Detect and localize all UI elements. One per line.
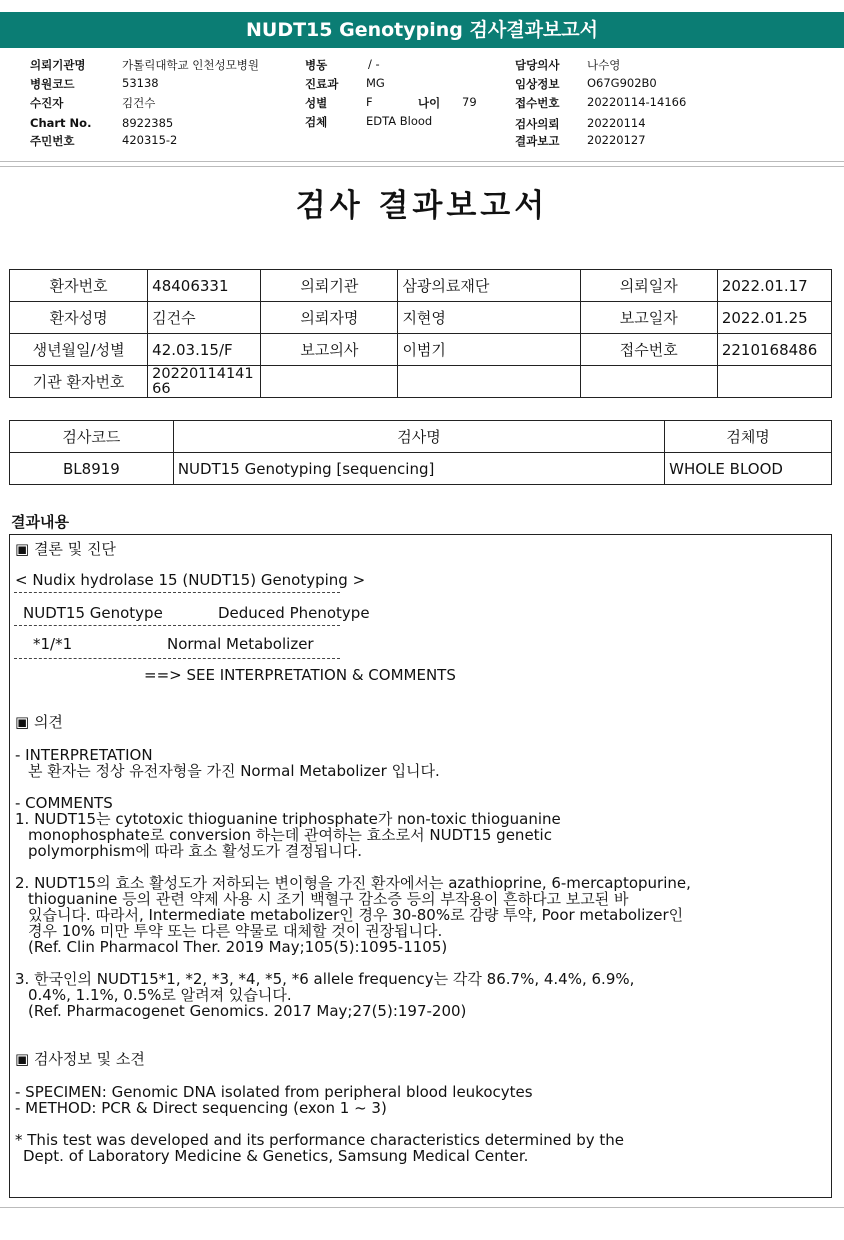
dashed-divider bbox=[14, 625, 340, 626]
comment-line: 있습니다. 따라서, Intermediate metabolizer인 경우 30-80%로 감량 투약, Poor metabolizer인 bbox=[28, 906, 684, 924]
info-value: 8922385 bbox=[122, 116, 174, 130]
comment-line: 2. NUDT15의 효소 활성도가 저하되는 변이형을 가진 환자에서는 azathioprine, 6-mercaptopurine, bbox=[15, 874, 691, 892]
comment-line: thioguanine 등의 관련 약제 사용 시 조기 백혈구 감소증 등의 부작용이 흔하다고 보고된 바 bbox=[28, 890, 629, 908]
table-header-cell: 접수번호 bbox=[580, 334, 717, 366]
table-row bbox=[10, 366, 832, 398]
table-header-cell: 의뢰자명 bbox=[261, 302, 398, 334]
table-cell: 2210168486 bbox=[717, 334, 831, 366]
table-header-cell: 의뢰기관 bbox=[261, 270, 398, 302]
info-value: 20220114-14166 bbox=[587, 95, 687, 109]
info-value: F bbox=[366, 95, 373, 109]
table-header-cell: 환자번호 bbox=[10, 270, 148, 302]
dashed-divider bbox=[14, 658, 340, 659]
test-table bbox=[9, 420, 832, 485]
patient-info-block bbox=[0, 50, 844, 160]
table-row bbox=[10, 302, 832, 334]
info-value: 나수영 bbox=[587, 58, 621, 72]
section-heading: ▣ 의견 bbox=[15, 713, 63, 731]
table-cell: 2022.01.17 bbox=[717, 270, 831, 302]
info-label: 수진자 bbox=[30, 96, 64, 110]
divider bbox=[0, 161, 844, 162]
dashed-divider bbox=[14, 592, 340, 593]
table-row bbox=[10, 421, 832, 453]
info-label: 병원코드 bbox=[30, 77, 75, 91]
table-cell bbox=[717, 366, 831, 398]
table-cell: NUDT15 Genotyping [sequencing] bbox=[173, 453, 664, 485]
info-label: 검체 bbox=[305, 115, 328, 129]
info-label: 진료과 bbox=[305, 77, 339, 91]
table-cell: WHOLE BLOOD bbox=[665, 453, 832, 485]
info-label: 병동 bbox=[305, 58, 328, 72]
comment-line: 0.4%, 1.1%, 0.5%로 알려져 있습니다. bbox=[28, 986, 292, 1004]
divider bbox=[0, 166, 844, 167]
genotype-column-header: NUDT15 Genotype bbox=[23, 604, 163, 622]
info-value: EDTA Blood bbox=[366, 114, 433, 128]
age-value: 79 bbox=[462, 95, 477, 109]
table-cell: 2022011414166 bbox=[148, 366, 261, 398]
table-cell: 김건수 bbox=[148, 302, 261, 334]
table-cell: 48406331 bbox=[148, 270, 261, 302]
info-value: 20220127 bbox=[587, 133, 646, 147]
genotype-value: *1/*1 bbox=[33, 635, 73, 653]
comment-line: 1. NUDT15는 cytotoxic thioguanine triphosphate가 non-toxic thioguanine bbox=[15, 810, 561, 828]
info-label: 의뢰기관명 bbox=[30, 58, 86, 72]
specimen-text: - SPECIMEN: Genomic DNA isolated from peripheral blood leukocytes bbox=[15, 1083, 533, 1101]
info-value: O67G902B0 bbox=[587, 76, 657, 90]
comment-reference: (Ref. Pharmacogenet Genomics. 2017 May;27(5):197-200) bbox=[28, 1002, 467, 1020]
info-value: MG bbox=[366, 76, 385, 90]
comment-line: 3. 한국인의 NUDT15*1, *2, *3, *4, *5, *6 allele frequency는 각각 86.7%, 4.4%, 6.9%, bbox=[15, 970, 635, 988]
table-cell bbox=[261, 366, 398, 398]
section-heading: ▣ 결론 및 진단 bbox=[15, 540, 116, 558]
section-heading: ▣ 검사정보 및 소견 bbox=[15, 1050, 145, 1068]
table-header-cell: 검사명 bbox=[173, 421, 664, 453]
info-label: 결과보고 bbox=[515, 134, 560, 148]
age-label: 나이 bbox=[418, 96, 441, 110]
comment-line: polymorphism에 따라 효소 활성도가 결정됩니다. bbox=[28, 842, 363, 860]
table-row bbox=[10, 334, 832, 366]
patient-table bbox=[9, 269, 832, 398]
info-label: 검사의뢰 bbox=[515, 117, 560, 131]
results-box bbox=[9, 534, 832, 1198]
comment-reference: (Ref. Clin Pharmacol Ther. 2019 May;105(5):1095-1105) bbox=[28, 938, 448, 956]
report-title: 검사 결과보고서 bbox=[295, 188, 549, 224]
comment-line: 경우 10% 미만 투약 또는 다른 약물로 대체할 것이 권장됩니다. bbox=[28, 922, 443, 940]
see-comments-note: ==> SEE INTERPRETATION & COMMENTS bbox=[144, 666, 456, 684]
table-cell: BL8919 bbox=[10, 453, 174, 485]
table-row bbox=[10, 453, 832, 485]
table-cell: 42.03.15/F bbox=[148, 334, 261, 366]
table-header-cell: 보고의사 bbox=[261, 334, 398, 366]
table-cell: 지현영 bbox=[398, 302, 580, 334]
table-row bbox=[10, 270, 832, 302]
info-label: 임상정보 bbox=[515, 77, 560, 91]
table-header-cell: 의뢰일자 bbox=[580, 270, 717, 302]
table-cell: 삼광의료재단 bbox=[398, 270, 580, 302]
divider bbox=[0, 1207, 844, 1208]
interpretation-heading: - INTERPRETATION bbox=[15, 746, 153, 764]
table-header-cell: 검사코드 bbox=[10, 421, 174, 453]
info-label: 성별 bbox=[305, 96, 328, 110]
table-cell: 이범기 bbox=[398, 334, 580, 366]
report-header-title: NUDT15 Genotyping 검사결과보고서 bbox=[0, 12, 844, 48]
table-header-cell: 기관 환자번호 bbox=[10, 366, 148, 398]
table-cell: 2022.01.25 bbox=[717, 302, 831, 334]
footnote-line: Dept. of Laboratory Medicine & Genetics, Samsung Medical Center. bbox=[23, 1147, 529, 1165]
method-text: - METHOD: PCR & Direct sequencing (exon 1 ~ 3) bbox=[15, 1099, 387, 1117]
info-value: / - bbox=[368, 57, 380, 71]
table-header-cell: 검체명 bbox=[665, 421, 832, 453]
info-value: 김건수 bbox=[122, 96, 156, 110]
table-cell bbox=[580, 366, 717, 398]
comments-heading: - COMMENTS bbox=[15, 794, 113, 812]
table-header-cell: 보고일자 bbox=[580, 302, 717, 334]
genotype-title: < Nudix hydrolase 15 (NUDT15) Genotyping > bbox=[15, 571, 366, 589]
phenotype-column-header: Deduced Phenotype bbox=[218, 604, 370, 622]
comment-line: monophosphate로 conversion 하는데 관여하는 효소로서 NUDT15 genetic bbox=[28, 826, 552, 844]
table-header-cell: 생년월일/성별 bbox=[10, 334, 148, 366]
info-value: 가톨릭대학교 인천성모병원 bbox=[122, 58, 259, 72]
info-value: 53138 bbox=[122, 76, 159, 90]
info-label: 주민번호 bbox=[30, 134, 75, 148]
info-value: 20220114 bbox=[587, 116, 646, 130]
info-label: 담당의사 bbox=[515, 58, 560, 72]
table-cell bbox=[398, 366, 580, 398]
results-label: 결과내용 bbox=[11, 513, 69, 531]
table-header-cell: 환자성명 bbox=[10, 302, 148, 334]
info-value: 420315-2 bbox=[122, 133, 178, 147]
info-label: Chart No. bbox=[30, 116, 92, 130]
info-label: 접수번호 bbox=[515, 96, 560, 110]
phenotype-value: Normal Metabolizer bbox=[167, 635, 314, 653]
interpretation-text: 본 환자는 정상 유전자형을 가진 Normal Metabolizer 입니다. bbox=[28, 762, 440, 780]
footnote-line: * This test was developed and its performance characteristics determined by the bbox=[15, 1131, 625, 1149]
